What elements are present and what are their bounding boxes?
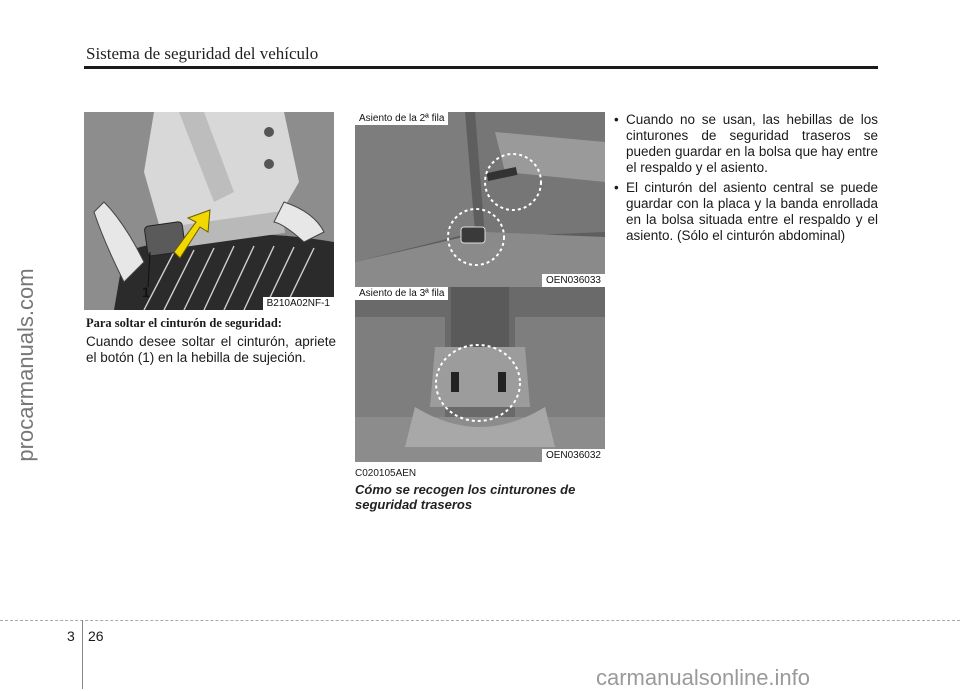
buckle-release-photo bbox=[84, 112, 334, 310]
figure-caption: Cómo se recogen los cinturones de seguridad traseros bbox=[355, 482, 576, 512]
section-code: C020105AEN bbox=[355, 468, 417, 479]
third-row-illustration bbox=[355, 287, 605, 462]
side-watermark bbox=[6, 245, 46, 485]
footer-divider bbox=[82, 620, 83, 689]
page-number: 26 bbox=[88, 628, 104, 644]
footer-watermark: carmanualsonline.info bbox=[596, 665, 811, 690]
bullet-icon: • bbox=[614, 180, 619, 195]
image-code: OEN036032 bbox=[542, 449, 605, 462]
callout-number: 1 bbox=[142, 284, 150, 300]
bullet-icon: • bbox=[614, 112, 619, 127]
row-label: Asiento de la 2ª fila bbox=[355, 112, 448, 125]
list-item-text: El cinturón del asiento central se puede guardar con la placa y la banda enrollada en la bolsa situada entre el respaldo y el asiento. (Sólo el cinturón abdominal) bbox=[626, 180, 878, 243]
caption-heading: Para soltar el cinturón de seguridad: bbox=[86, 316, 282, 330]
body-text: Cuando desee soltar el cinturón, apriete el botón (1) en la hebilla de sujeción. bbox=[86, 334, 336, 365]
second-row-photo bbox=[355, 112, 605, 287]
side-watermark-text: procarmanuals.com bbox=[13, 268, 38, 462]
buckle-illustration bbox=[84, 112, 334, 310]
list-item bbox=[614, 112, 878, 176]
bullet-list bbox=[614, 112, 878, 248]
list-item-text: Cuando no se usan, las hebillas de los cinturones de seguridad traseros se pueden guardar en la bolsa que hay entre el respaldo y el asiento. bbox=[626, 112, 878, 175]
third-row-photo bbox=[355, 287, 605, 462]
header-rule bbox=[84, 66, 878, 69]
image-code: B210A02NF-1 bbox=[263, 297, 334, 310]
second-row-illustration bbox=[355, 112, 605, 287]
image-code: OEN036033 bbox=[542, 274, 605, 287]
row-label: Asiento de la 3ª fila bbox=[355, 287, 448, 300]
footer-rule bbox=[0, 620, 960, 621]
chapter-number: 3 bbox=[67, 628, 75, 644]
section-title: Sistema de seguridad del vehículo bbox=[86, 44, 319, 63]
list-item bbox=[614, 180, 878, 244]
